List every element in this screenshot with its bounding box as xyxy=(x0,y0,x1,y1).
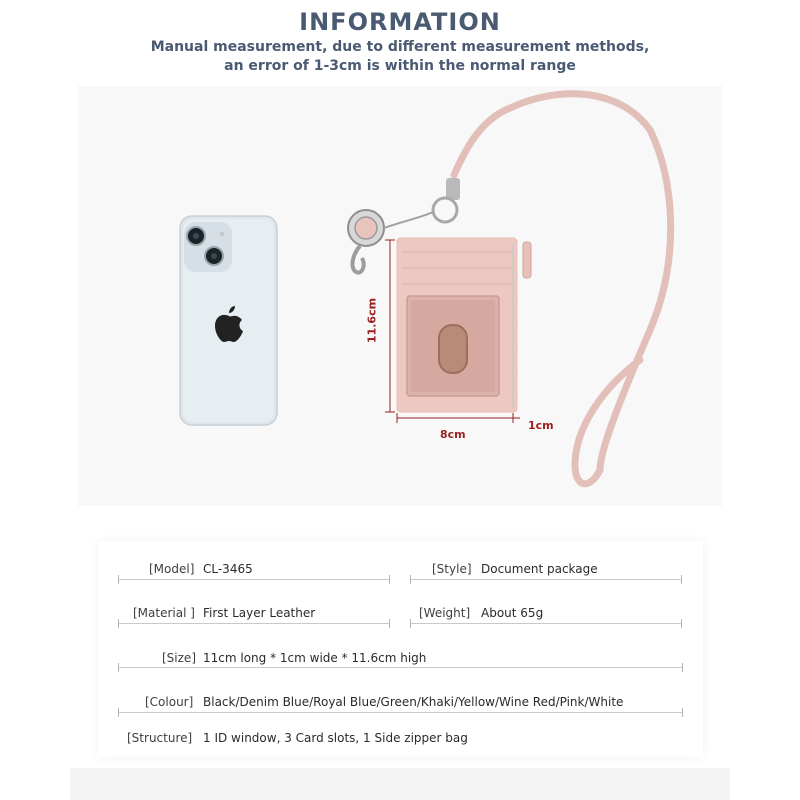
model-label: [Model] xyxy=(149,562,195,576)
height-dimension-label: 11.6cm xyxy=(365,297,379,344)
structure-value: 1 ID window, 3 Card slots, 1 Side zipper bag xyxy=(203,731,468,745)
size-value: 11cm long * 1cm wide * 11.6cm high xyxy=(203,651,427,665)
phone-image xyxy=(180,216,277,425)
structure-label: [Structure] xyxy=(127,731,193,745)
model-value: CL-3465 xyxy=(203,562,253,576)
width-dimension-label: 8cm xyxy=(440,428,466,441)
depth-dimension-label: 1cm xyxy=(528,419,554,432)
material-label: [Material ] xyxy=(133,606,195,620)
size-label: [Size] xyxy=(162,651,196,665)
measurement-note-line-2: an error of 1-3cm is within the normal range xyxy=(224,58,576,74)
colour-value: Black/Denim Blue/Royal Blue/Green/Khaki/Yellow/Wine Red/Pink/White xyxy=(203,695,624,709)
size-row-line xyxy=(118,667,683,668)
measurement-note-line-1: Manual measurement, due to different measurement methods, xyxy=(150,39,650,55)
style-label: [Style] xyxy=(432,562,472,576)
weight-value: About 65g xyxy=(481,606,544,620)
style-value: Document package xyxy=(481,562,598,576)
weight-row-line xyxy=(410,623,682,624)
bottom-band xyxy=(70,768,730,800)
colour-label: [Colour] xyxy=(145,695,194,709)
weight-label: [Weight] xyxy=(419,606,471,620)
model-row-line xyxy=(118,579,390,580)
page-title: INFORMATION xyxy=(299,8,501,36)
material-value: First Layer Leather xyxy=(203,606,316,620)
style-row-line xyxy=(410,579,682,580)
material-row-line xyxy=(118,623,390,624)
card-holder xyxy=(397,238,531,412)
colour-row-line xyxy=(118,712,683,713)
